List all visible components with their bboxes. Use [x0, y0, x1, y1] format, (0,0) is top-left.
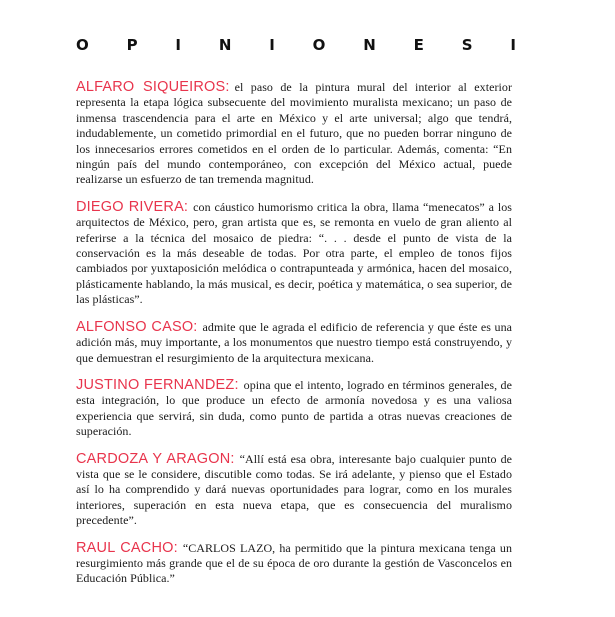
opinion-siqueiros [76, 80, 512, 188]
opinion-caso [76, 320, 512, 366]
heading-letter: O [76, 36, 89, 54]
heading-letter: I [510, 36, 516, 54]
opinion-fernandez [76, 378, 512, 440]
opinions-list [76, 80, 512, 599]
heading-letter: I [175, 36, 182, 54]
speaker-name: ALFONSO CASO: [76, 318, 198, 335]
speaker-name: JUSTINO FERNANDEZ: [76, 376, 239, 393]
speaker-name: DIEGO RIVERA: [76, 198, 189, 215]
opinion-text: con cáustico humorismo critica la obra, llama “menecatos” a los arquitectos de México, pero, gran artista que es, se remonta en vuelo de gran aliento al referirse a la técnica del mosaico de piedra: “. . . desde el punto de vista de la conservación es la más deseable de todas. Por otra parte, el empleo de tonos fijos cambiados por yuxtaposición melódica o contrapunteada y armónica, hacen del mosaico, plásticamente hablando, la más musical, es decir, poética y matemática, o sea superior, de las plásticas”. [76, 199, 512, 307]
page-heading [76, 36, 516, 54]
heading-letter: N [218, 36, 232, 54]
heading-letter: E [413, 36, 424, 54]
opinion-text: opina que el intento, logrado en términos generales, de esta integración, lo que produce un efecto de armonía novedosa y es una valiosa experiencia que servirá, sin duda, como punto de partida a otras nuevas creaciones de superación. [76, 377, 512, 439]
opinion-cacho [76, 541, 512, 587]
speaker-name: RAUL CACHO: [76, 539, 178, 556]
opinion-text: admite que le agrada el edificio de referencia y que éste es una adición más, muy importante, a los monumentos que nuestro tiempo está construyendo, y que demuestran el resurgimiento de la arquitectura mexicana. [76, 319, 512, 365]
speaker-name: CARDOZA Y ARAGON: [76, 450, 235, 467]
heading-letter: O [312, 36, 326, 54]
opinion-cardoza [76, 452, 512, 529]
heading-letter: P [126, 36, 138, 54]
heading-letter: S [461, 36, 473, 54]
opinion-text: “Allí está esa obra, interesante bajo cualquier punto de vista que se le considere, discutible como todas. Se irá adelante, y pienso que el Estado así lo ha comprendido y dará nuevas oportunidades para lograr, como en los murales interiores, superación en esta nueva etapa, que es consecuencia del muralismo precedente”. [76, 451, 512, 528]
opinion-text: el paso de la pintura mural del interior al exterior representa la etapa lógica subsecuente del movimiento muralista mexicano; un paso de inmensa trascendencia para el arte en México y el arte universal; algo que tendrá, indudablemente, un cometido primordial en el futuro, que no pueden borrar ninguno de los innecesarios errores cometidos en el orden de lo particular. Además, comenta: “En ningún país del mundo contemporáneo, con excepción del México actual, puede realizarse un esfuerzo de tan tremenda magnitud. [76, 80, 512, 187]
opinion-rivera [76, 200, 512, 308]
heading-letter: N [363, 36, 376, 54]
heading-letter: I [269, 36, 275, 54]
speaker-name: ALFARO SIQUEIROS: [76, 79, 230, 95]
opinion-text: “CARLOS LAZO, ha permitido que la pintura mexicana tenga un resurgimiento más grande que el de su época de oro durante la gestión de Vasconcelos en Educación Pública.” [76, 540, 512, 586]
